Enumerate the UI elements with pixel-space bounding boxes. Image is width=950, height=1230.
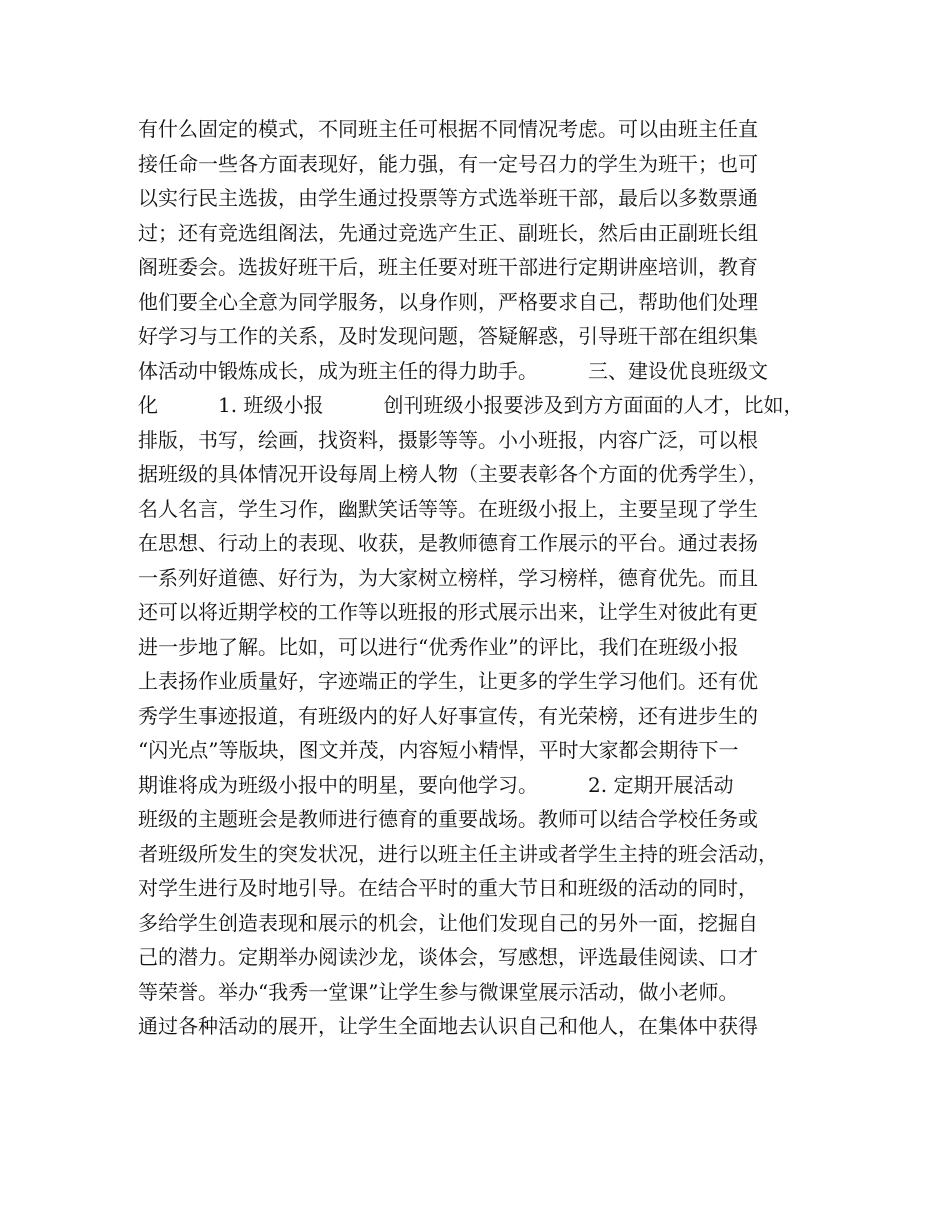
- text-line: 排版，书写，绘画，找资料，摄影等等。小小班报，内容广泛，可以根: [138, 427, 758, 452]
- text-line: 以实行民主选拔，由学生通过投票等方式选举班干部，最后以多数票通: [138, 186, 758, 210]
- text-line: “闪光点”等版块，图文并茂，内容短小精悍，平时大家都会期待下一: [138, 738, 739, 762]
- text-line: 多给学生创造表现和展示的机会，让他们发现自己的另外一面，挖掘自: [138, 910, 758, 935]
- text-line: 他们要全心全意为同学服务，以身作则，严格要求自己，帮助他们处理: [138, 289, 758, 314]
- text-line: 进一步地了解。比如，可以进行“优秀作业”的评比，我们在班级小报: [138, 634, 739, 659]
- text-line: 通过各种活动的展开，让学生全面地去认识自己和他人，在集体中获得: [138, 1014, 758, 1038]
- text-line: 秀学生事迹报道，有班级内的好人好事宣传，有光荣榜，还有进步生的: [138, 703, 758, 728]
- text-line: 名人名言，学生习作，幽默笑话等等。在班级小报上，主要呈现了学生: [138, 496, 758, 521]
- body-text: [138, 112, 828, 1044]
- text-line: 在思想、行动上的表现、收获，是教师德育工作展示的平台。通过表扬: [138, 531, 758, 555]
- text-line: 等荣誉。举办“我秀一堂课”让学生参与微课堂展示活动，做小老师。: [138, 979, 739, 1004]
- text-line: 阁班委会。选拔好班干后，班主任要对班干部进行定期讲座培训，教育: [138, 255, 758, 279]
- text-line: 者班级所发生的突发状况，进行以班主任主讲或者学生主持的班会活动，: [138, 841, 778, 866]
- text-line: 一系列好道德、好行为，为大家树立榜样，学习榜样，德育优先。而且: [138, 565, 758, 590]
- text-line: 还可以将近期学校的工作等以班报的形式展示出来，让学生对彼此有更: [138, 600, 758, 624]
- text-line: 过；还有竞选组阁法，先通过竞选产生正、副班长，然后由正副班长组: [138, 220, 758, 245]
- text-line: 己的潜力。定期举办阅读沙龙，谈体会，写感想，评选最佳阅读、口才: [138, 945, 758, 969]
- text-line: 体活动中锻炼成长，成为班主任的得力助手。 三、建设优良班级文: [138, 358, 768, 383]
- text-line: 接任命一些各方面表现好，能力强，有一定号召力的学生为班干；也可: [138, 151, 758, 176]
- text-line: 据班级的具体情况开设每周上榜人物（主要表彰各个方面的优秀学生），: [138, 462, 768, 486]
- text-line: 上表扬作业质量好，字迹端正的学生，让更多的学生学习他们。还有优: [138, 669, 758, 693]
- text-line: 好学习与工作的关系，及时发现问题，答疑解惑，引导班干部在组织集: [138, 324, 758, 348]
- text-line: 化 1. 班级小报 创刊班级小报要涉及到方方面面的人才，比如，: [138, 393, 804, 417]
- text-line: 有什么固定的模式，不同班主任可根据不同情况考虑。可以由班主任直: [138, 117, 758, 141]
- text-line: 期谁将成为班级小报中的明星，要向他学习。 2. 定期开展活动: [138, 772, 734, 797]
- text-line: 对学生进行及时地引导。在结合平时的重大节日和班级的活动的同时，: [138, 876, 758, 900]
- text-line: 班级的主题班会是教师进行德育的重要战场。教师可以结合学校任务或: [138, 807, 758, 831]
